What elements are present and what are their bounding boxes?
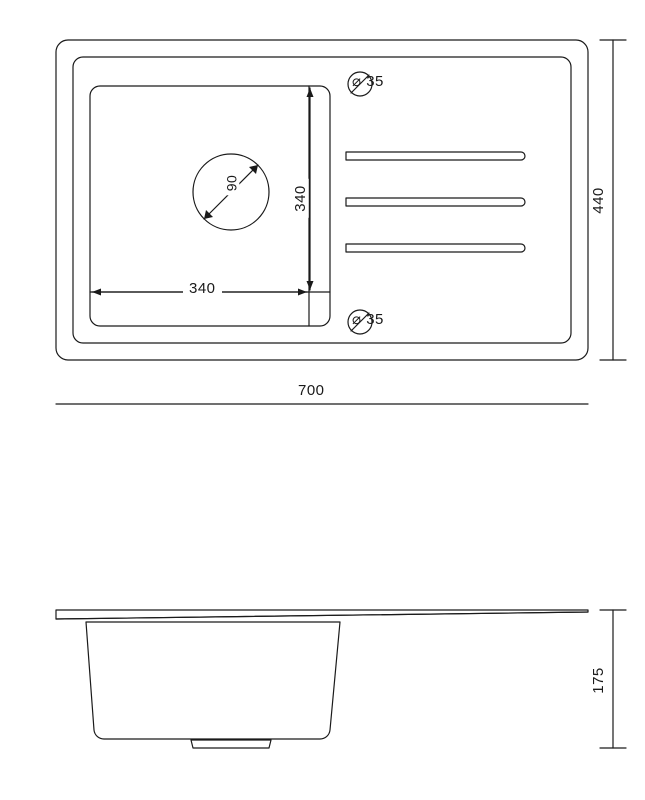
bowl-depth-arrow-bottom bbox=[307, 281, 314, 290]
bowl-section-profile bbox=[86, 622, 340, 739]
bowl-width-arrow-left bbox=[92, 289, 101, 296]
overall-width-label: 700 bbox=[298, 382, 325, 399]
tap-hole-top-label: ⌀ 35 bbox=[352, 73, 384, 90]
overall-depth-label: 440 bbox=[589, 187, 607, 214]
sink-recess-outline bbox=[73, 57, 571, 343]
sink-outline-top-view bbox=[56, 40, 588, 360]
tap-hole-bottom-label: ⌀ 35 bbox=[352, 311, 384, 328]
overall-height-label: 175 bbox=[589, 667, 607, 694]
drainer-groove-1 bbox=[346, 152, 525, 160]
bowl-depth-label: 340 bbox=[292, 179, 309, 218]
bowl-width-arrow-right bbox=[298, 289, 307, 296]
bowl-section-drain bbox=[191, 740, 271, 748]
bowl-depth-arrow-top bbox=[307, 88, 314, 97]
bowl-width-label: 340 bbox=[183, 280, 222, 297]
rim-underside bbox=[56, 612, 588, 619]
drainer-groove-2 bbox=[346, 198, 525, 206]
drainer-groove-3 bbox=[346, 244, 525, 252]
drain-diameter-label: 90 bbox=[223, 171, 239, 196]
